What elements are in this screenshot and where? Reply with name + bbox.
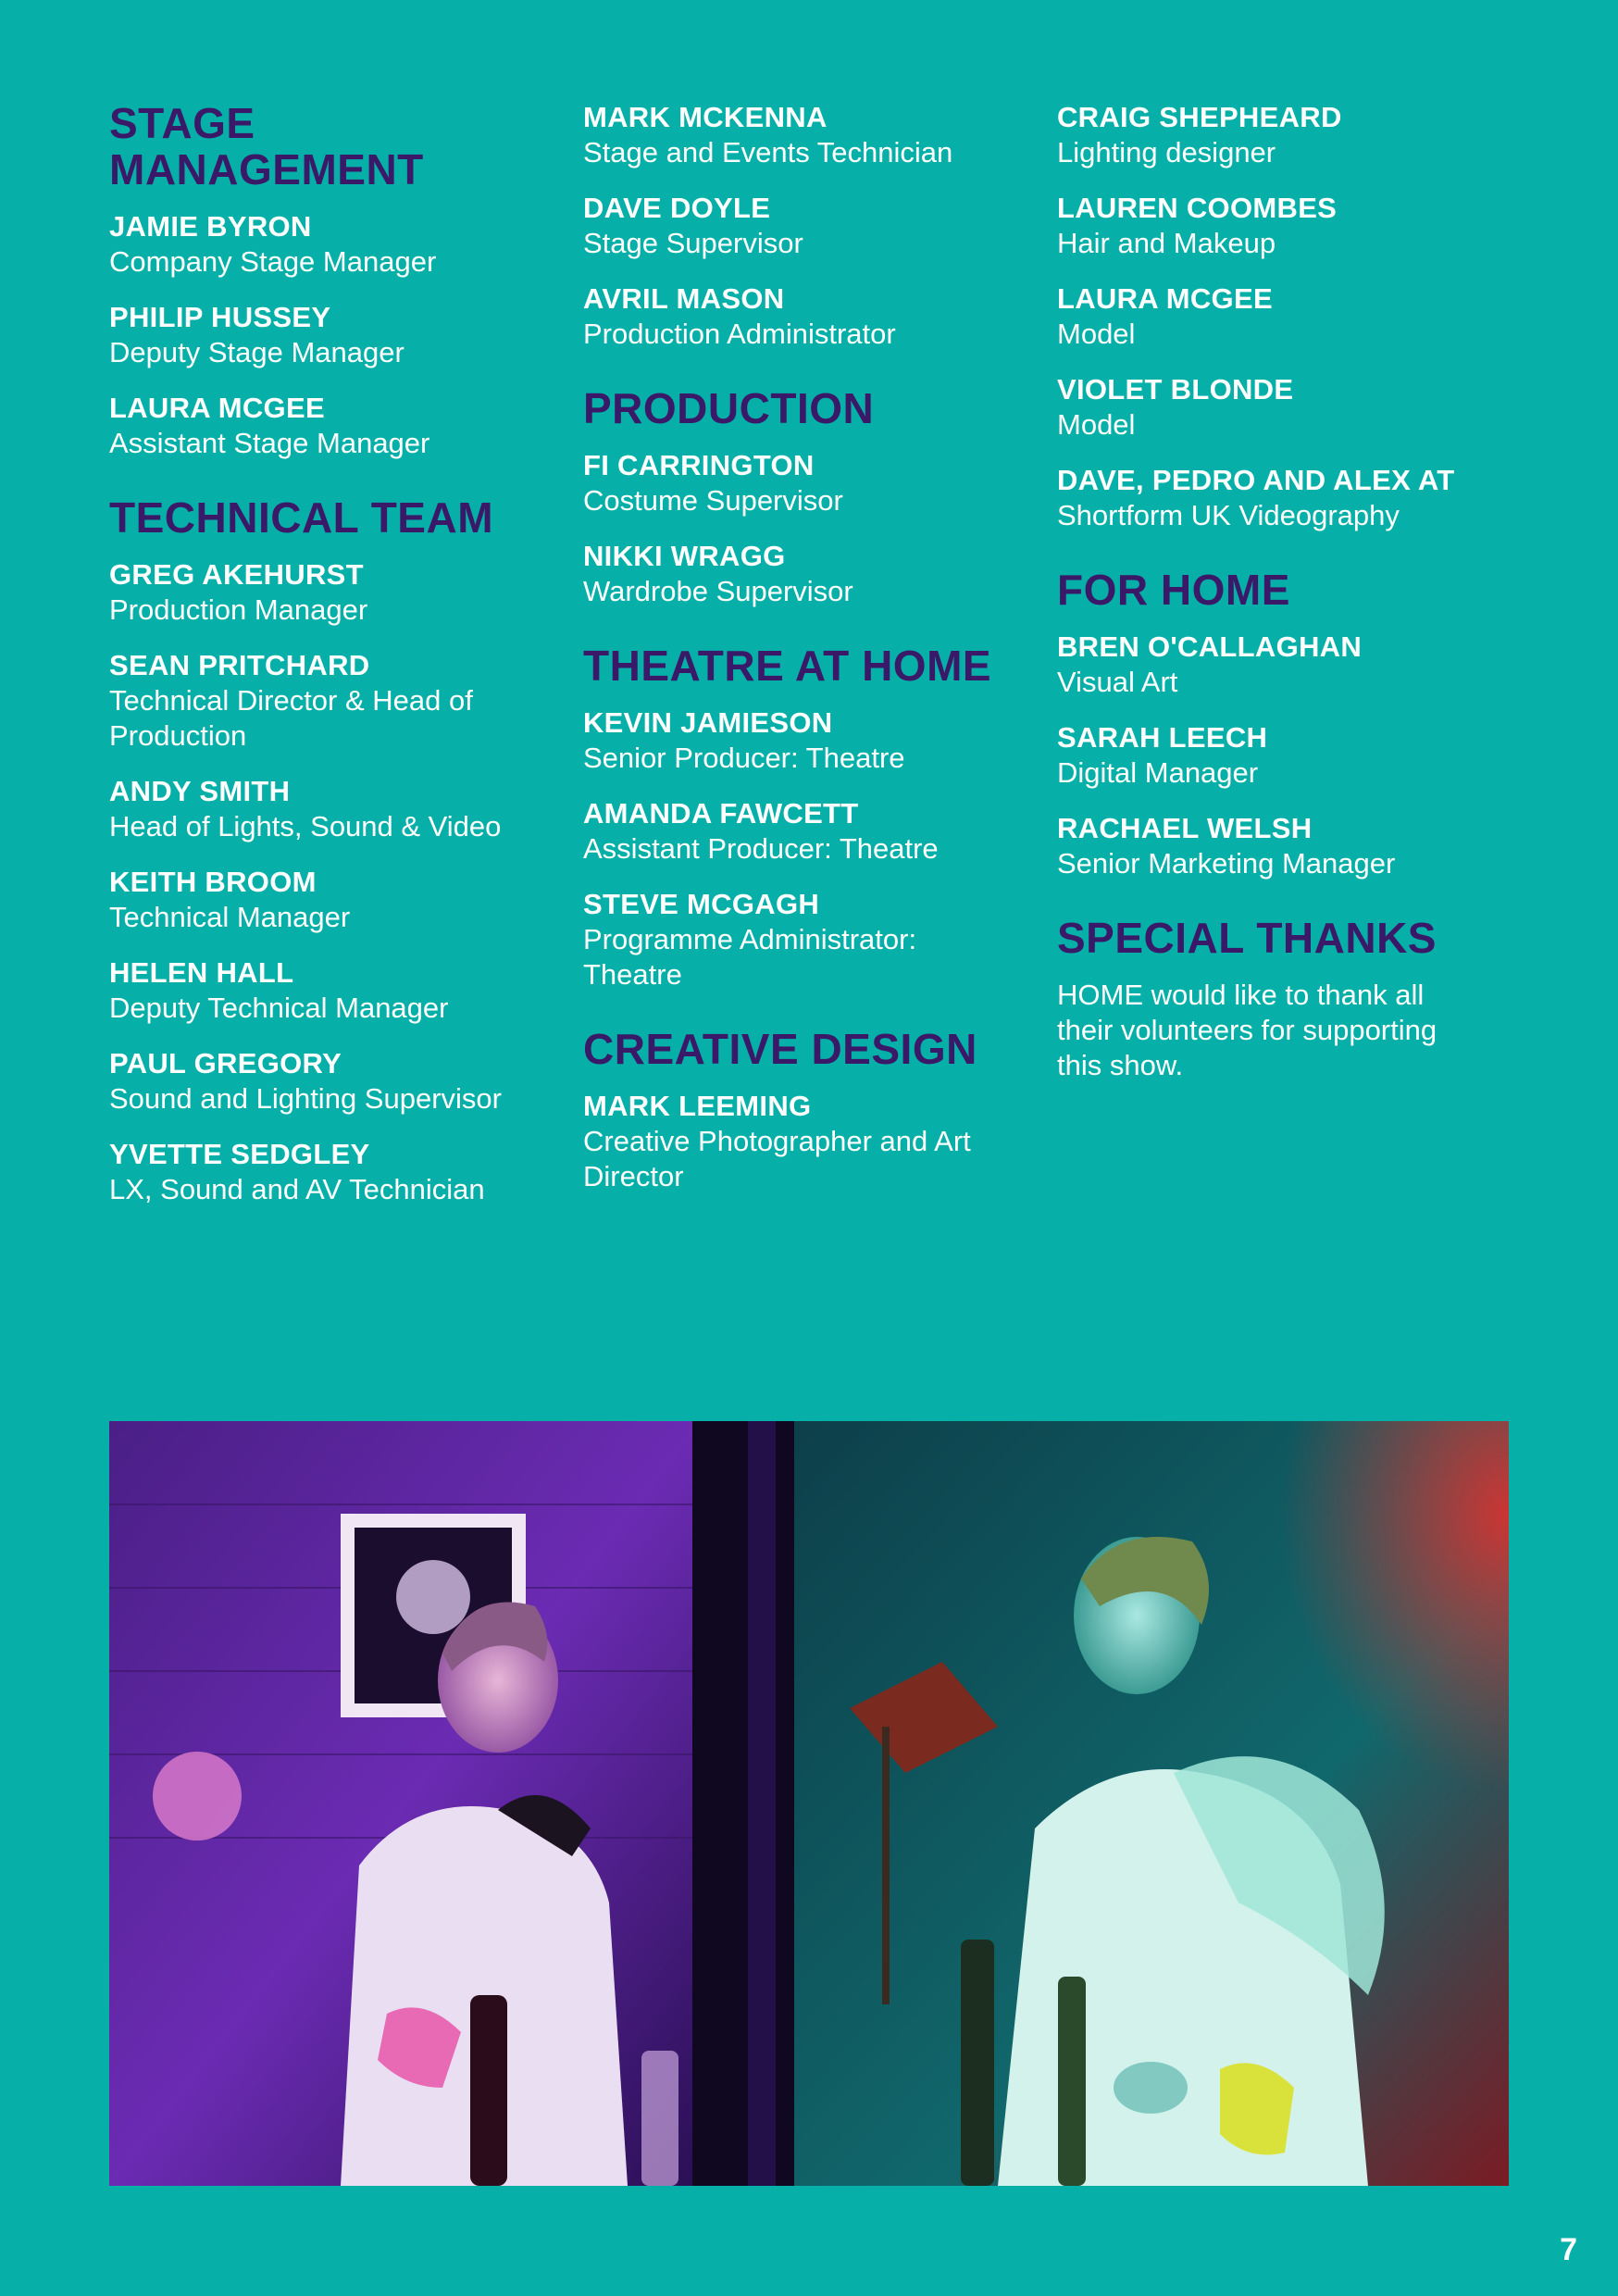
photo-illustration	[109, 1421, 1509, 2186]
credit-name: LAURA MCGEE	[109, 392, 325, 424]
credit-name: BREN O'CALLAGHAN	[1057, 630, 1363, 663]
credit-name: NIKKI WRAGG	[583, 540, 786, 572]
credit-name: SEAN PRITCHARD	[109, 649, 370, 681]
credit-name: LAURA MCGEE	[1057, 282, 1273, 315]
credit-name: AMANDA FAWCETT	[583, 797, 859, 830]
credit-role: Senior Producer: Theatre	[583, 742, 905, 774]
section-title: SPECIAL THANKS	[1057, 914, 1437, 962]
credit-entry	[1057, 463, 1492, 533]
credit-entry	[109, 1046, 544, 1117]
credit-entry	[1057, 720, 1492, 791]
credit-role: Hair and Makeup	[1057, 227, 1276, 259]
production-photo	[109, 1421, 1509, 2186]
credit-name: AVRIL MASON	[583, 282, 785, 315]
for-home-section	[1057, 567, 1492, 881]
credit-entry	[583, 191, 1018, 261]
credit-role: Head of Lights, Sound & Video	[109, 810, 502, 842]
credits-column-1	[109, 100, 544, 1241]
credit-role: Lighting designer	[1057, 136, 1276, 168]
credit-entry	[583, 448, 1018, 518]
credit-entry	[583, 100, 1018, 170]
credit-entry	[583, 1089, 1018, 1194]
credit-entry	[1057, 100, 1492, 170]
page-number: 7	[1560, 2232, 1577, 2267]
credit-entry	[109, 648, 544, 754]
credit-name: RACHAEL WELSH	[1057, 812, 1313, 844]
credit-role: Stage and Events Technician	[583, 136, 953, 168]
credit-entry	[583, 705, 1018, 776]
creative-design-section	[583, 1026, 1018, 1194]
creative-design-continued	[1057, 100, 1492, 533]
credit-role: Assistant Producer: Theatre	[583, 832, 939, 865]
technical-team-continued	[583, 100, 1018, 352]
credit-name: VIOLET BLONDE	[1057, 373, 1294, 406]
credit-role: Production Administrator	[583, 318, 896, 350]
credit-role: Production Manager	[109, 593, 368, 626]
credit-entry	[109, 955, 544, 1026]
credit-entry	[583, 281, 1018, 352]
section-title: PRODUCTION	[583, 384, 875, 432]
credit-name: SARAH LEECH	[1057, 721, 1268, 754]
credit-entry	[109, 557, 544, 628]
credit-name: MARK MCKENNA	[583, 101, 828, 133]
section-title: STAGE MANAGEMENT	[109, 99, 424, 193]
credit-role: Programme Administrator: Theatre	[583, 923, 917, 991]
credit-entry	[1057, 372, 1492, 443]
credit-name: GREG AKEHURST	[109, 558, 364, 591]
credit-role: Digital Manager	[1057, 756, 1259, 789]
credits-column-2	[583, 100, 1018, 1228]
credit-name: YVETTE SEDGLEY	[109, 1138, 370, 1170]
credit-role: Wardrobe Supervisor	[583, 575, 853, 607]
credit-name: LAUREN COOMBES	[1057, 192, 1338, 224]
credit-name: HELEN HALL	[109, 956, 294, 989]
credit-name: STEVE MCGAGH	[583, 888, 820, 920]
credit-role: Deputy Stage Manager	[109, 336, 404, 368]
credit-role: Model	[1057, 318, 1136, 350]
credit-role: Deputy Technical Manager	[109, 992, 449, 1024]
credit-role: Shortform UK Videography	[1057, 499, 1400, 531]
credit-name: DAVE DOYLE	[583, 192, 771, 224]
credit-entry	[1057, 630, 1492, 700]
stage-management-section	[109, 100, 544, 461]
credit-name: CRAIG SHEPHEARD	[1057, 101, 1342, 133]
credit-entry	[109, 1137, 544, 1207]
credit-name: KEITH BROOM	[109, 866, 317, 898]
credit-role: Stage Supervisor	[583, 227, 803, 259]
credit-role: Model	[1057, 408, 1136, 441]
credit-name: ANDY SMITH	[109, 775, 291, 807]
credit-role: Costume Supervisor	[583, 484, 843, 517]
credit-entry	[1057, 281, 1492, 352]
credit-role: Creative Photographer and Art Director	[583, 1125, 971, 1192]
credit-name: PHILIP HUSSEY	[109, 301, 331, 333]
credit-entry	[583, 796, 1018, 867]
credit-name: KEVIN JAMIESON	[583, 706, 833, 739]
technical-team-section	[109, 494, 544, 1207]
credit-name: DAVE, PEDRO AND ALEX AT	[1057, 464, 1455, 496]
credit-entry	[109, 865, 544, 935]
credit-entry	[583, 539, 1018, 609]
credit-entry	[1057, 191, 1492, 261]
credit-role: LX, Sound and AV Technician	[109, 1173, 485, 1205]
credit-entry	[583, 887, 1018, 992]
section-title: THEATRE AT HOME	[583, 642, 992, 690]
credit-role: Technical Manager	[109, 901, 351, 933]
credit-role: Company Stage Manager	[109, 245, 437, 278]
thanks-text: HOME would like to thank all their volunteers for supporting this show.	[1057, 979, 1438, 1081]
credit-role: Senior Marketing Manager	[1057, 847, 1396, 880]
section-title: CREATIVE DESIGN	[583, 1025, 977, 1073]
credit-name: JAMIE BYRON	[109, 210, 312, 243]
special-thanks-section	[1057, 915, 1492, 1083]
credit-role: Sound and Lighting Supervisor	[109, 1082, 502, 1115]
credit-name: MARK LEEMING	[583, 1090, 812, 1122]
credit-name: FI CARRINGTON	[583, 449, 815, 481]
section-title: FOR HOME	[1057, 566, 1290, 614]
production-section	[583, 385, 1018, 609]
credit-entry	[1057, 811, 1492, 881]
credit-entry	[109, 774, 544, 844]
credit-role: Technical Director & Head of Production	[109, 684, 473, 752]
credit-entry	[109, 209, 544, 280]
credit-entry	[109, 300, 544, 370]
credit-entry	[109, 391, 544, 461]
section-title: TECHNICAL TEAM	[109, 493, 494, 542]
credit-name: PAUL GREGORY	[109, 1047, 342, 1079]
credit-role: Assistant Stage Manager	[109, 427, 430, 459]
theatre-at-home-section	[583, 643, 1018, 992]
credit-role: Visual Art	[1057, 666, 1178, 698]
credits-column-3	[1057, 100, 1492, 1117]
